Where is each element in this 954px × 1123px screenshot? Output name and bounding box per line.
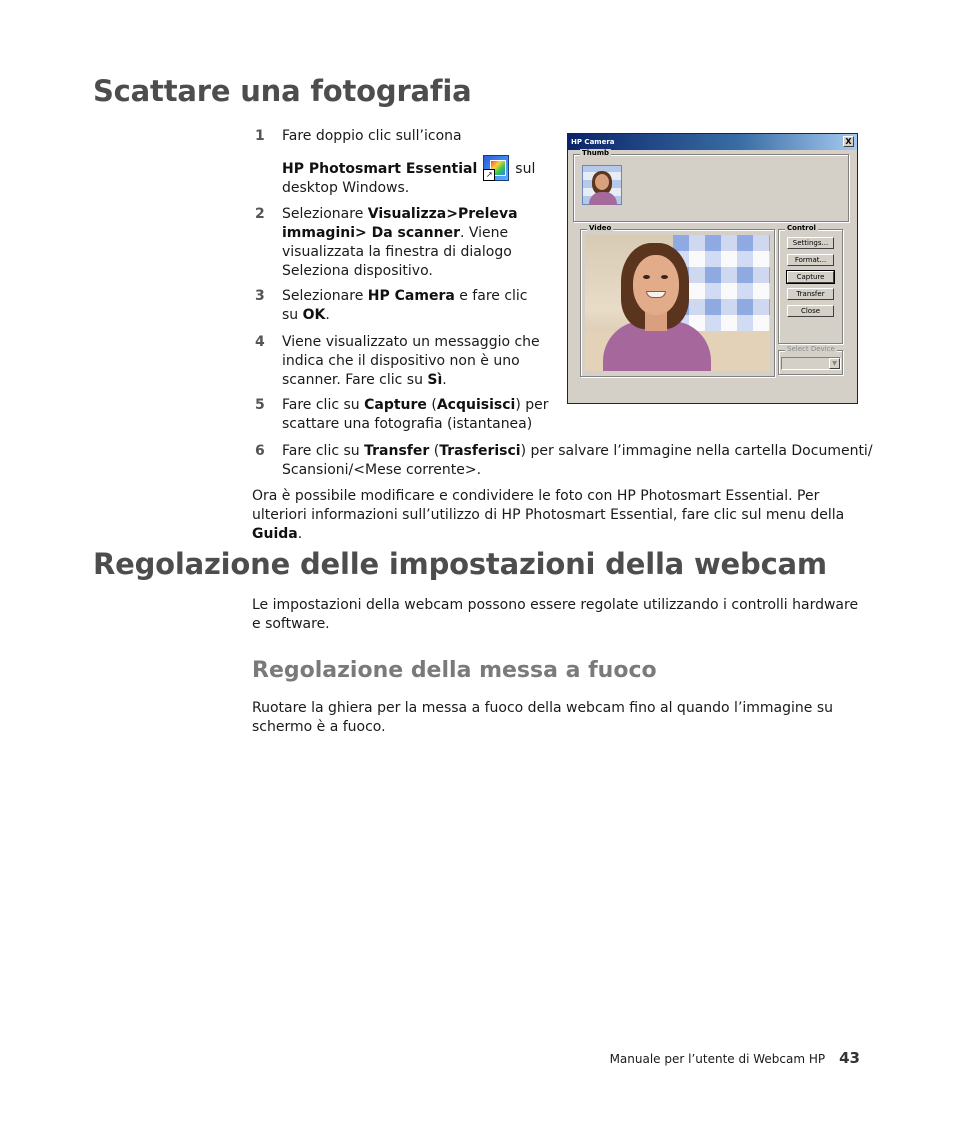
dialog-title: HP Camera <box>571 138 615 146</box>
step-number: 6 <box>255 443 265 459</box>
close-icon[interactable]: X <box>843 136 854 147</box>
step-text: ( <box>429 443 440 459</box>
footer-text: Manuale per l’utente di Webcam HP <box>609 1052 826 1066</box>
menu-path: immagini> Da scanner <box>282 225 460 241</box>
capture-label: Capture <box>364 397 427 413</box>
transfer-button[interactable]: Transfer <box>787 288 834 300</box>
transfer-label: Transfer <box>364 443 430 459</box>
step-text: ) per salvare l’immagine nella cartella Documenti/ <box>520 443 873 459</box>
step-number: 3 <box>255 288 265 304</box>
step-text: . <box>442 372 447 388</box>
section-title-webcam-settings: Regolazione delle impostazioni della webcam <box>93 547 827 581</box>
menu-path: Visualizza>Preleva <box>367 206 518 222</box>
ok-label: OK <box>302 307 326 323</box>
guide-menu-label: Guida <box>252 526 298 542</box>
transfer-translation: Trasferisci <box>439 443 521 459</box>
step-text: Fare clic su <box>282 443 365 459</box>
step-text: e fare clic <box>454 288 528 304</box>
photosmart-essential-icon: ↗ <box>483 155 509 181</box>
device-name: HP Camera <box>367 288 455 304</box>
step-number: 2 <box>255 206 265 222</box>
step-text: Fare clic su <box>282 397 365 413</box>
step-number: 4 <box>255 334 265 350</box>
step-text: Selezionare <box>282 288 368 304</box>
select-device-dropdown[interactable] <box>781 357 841 370</box>
step-text: Seleziona dispositivo. <box>282 263 433 279</box>
section-title-take-photo: Scattare una fotografia <box>93 74 472 108</box>
step-number: 1 <box>255 128 265 144</box>
step-text: scanner. Fare clic su <box>282 372 428 388</box>
step-text: scattare una fotografia (istantanea) <box>282 416 533 432</box>
yes-label: Sì <box>427 372 443 388</box>
app-name: HP Photosmart Essential <box>282 161 478 177</box>
video-label: Video <box>589 224 612 232</box>
step-text: visualizzata la finestra di dialogo <box>282 244 512 260</box>
step-text: indica che il dispositivo non è uno <box>282 353 520 369</box>
step-text: Fare doppio clic sull’icona <box>282 128 462 144</box>
step-text: ) per <box>515 397 549 413</box>
thumb-label: Thumb <box>582 149 610 157</box>
paragraph-text: Ora è possibile modificare e condividere le foto con HP Photosmart Essential. Per ulteriori informazioni sull’utilizzo di HP Photosmart Essential, fare clic sul menu della <box>252 488 845 523</box>
settings-button[interactable]: Settings... <box>787 237 834 249</box>
dialog-titlebar <box>568 134 857 150</box>
control-label: Control <box>787 224 816 232</box>
webcam-settings-intro: Le impostazioni della webcam possono essere regolate utilizzando i controlli hardware e software. <box>252 597 859 632</box>
page-number: 43 <box>839 1049 860 1067</box>
step-number: 5 <box>255 397 265 413</box>
step-text: ( <box>426 397 437 413</box>
step-text: Selezionare <box>282 206 368 222</box>
step-text: su <box>282 307 303 323</box>
video-preview <box>585 235 770 371</box>
capture-translation: Acquisisci <box>436 397 516 413</box>
chevron-down-icon[interactable]: ▼ <box>829 358 840 369</box>
focus-paragraph: Ruotare la ghiera per la messa a fuoco della webcam fino al quando l’immagine su schermo è a fuoco. <box>252 700 834 735</box>
page-footer <box>600 1049 860 1067</box>
step-text: sul <box>515 161 536 177</box>
thumb-group <box>573 149 849 222</box>
paragraph-text: . <box>297 526 303 542</box>
step-text: Scansioni/<Mese corrente>. <box>282 462 482 478</box>
step-text: Viene visualizzato un messaggio che <box>282 334 540 350</box>
thumbnail-image[interactable] <box>582 165 622 205</box>
close-button[interactable]: Close <box>787 305 834 317</box>
step-text: . Viene <box>459 225 509 241</box>
capture-button[interactable]: Capture <box>787 271 834 283</box>
step-text: . <box>325 307 330 323</box>
closing-paragraph <box>252 487 862 544</box>
select-device-label: Select Device <box>787 345 835 353</box>
subsection-title-focus: Regolazione della messa a fuoco <box>252 658 657 683</box>
format-button[interactable]: Format... <box>787 254 834 266</box>
step-text: desktop Windows. <box>282 180 410 196</box>
